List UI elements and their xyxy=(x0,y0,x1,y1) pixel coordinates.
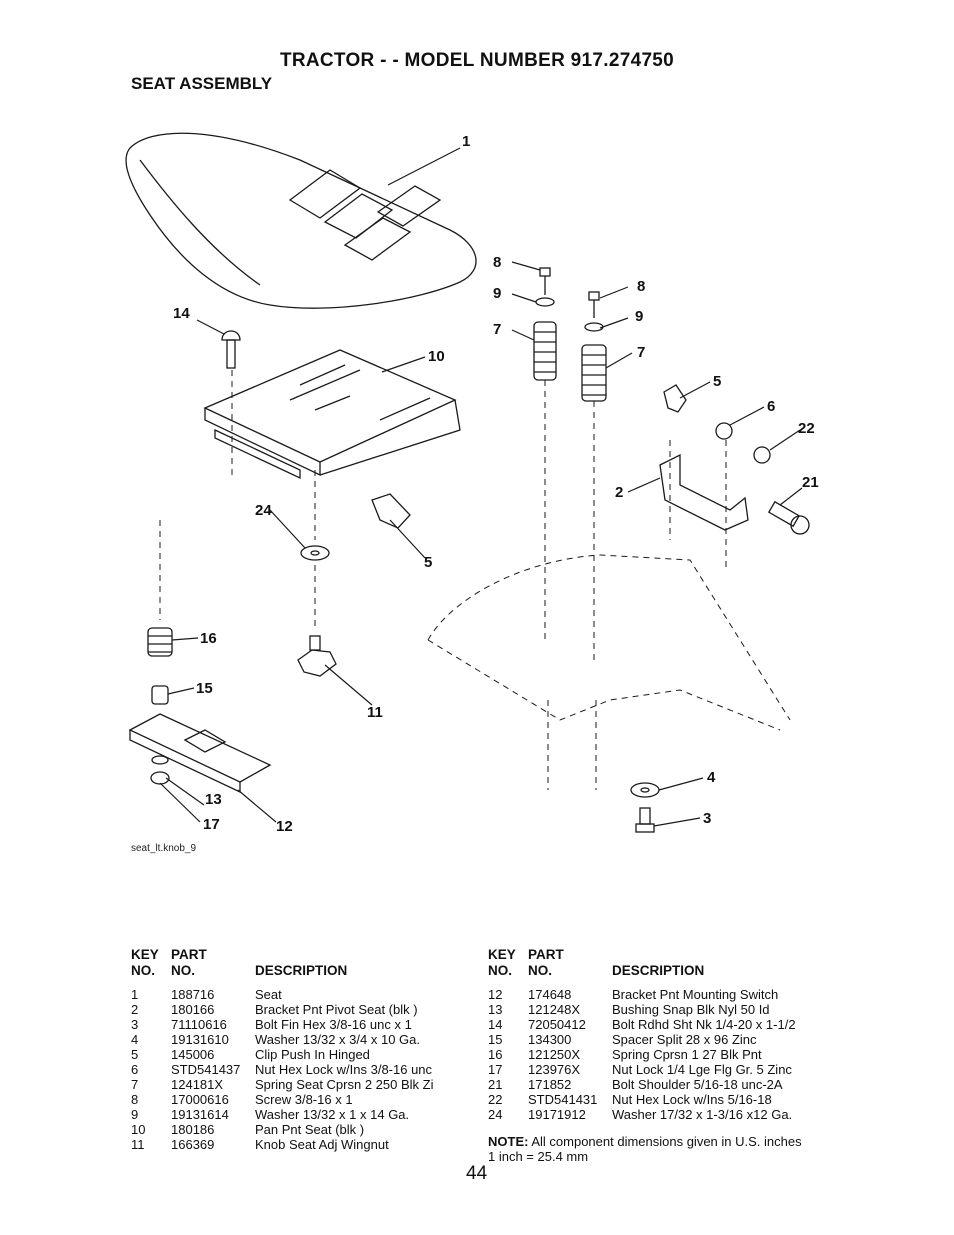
table-row xyxy=(131,1077,461,1092)
part-key-no: 11 xyxy=(131,1137,145,1152)
part-description: Nut Lock 1/4 Lge Flg Gr. 5 Zinc xyxy=(612,1062,792,1077)
table-row xyxy=(488,1017,828,1032)
washer-4 xyxy=(631,783,659,797)
callout-10: 10 xyxy=(428,348,445,365)
seat-pan-part xyxy=(205,350,460,478)
section-title: SEAT ASSEMBLY xyxy=(131,74,273,93)
table-row xyxy=(488,1077,828,1092)
part-description: Nut Hex Lock w/Ins 5/16-18 xyxy=(612,1092,772,1107)
callout-17: 17 xyxy=(203,816,220,833)
header-key-bottom: NO. xyxy=(488,963,513,978)
part-number: 17000616 xyxy=(171,1092,229,1107)
part-key-no: 16 xyxy=(488,1047,503,1062)
callout-13: 13 xyxy=(205,791,222,808)
callout-7-right: 7 xyxy=(637,344,646,361)
part-description: Washer 13/32 x 1 x 14 Ga. xyxy=(255,1107,410,1122)
table-row xyxy=(488,1047,828,1062)
callout-15: 15 xyxy=(196,680,213,697)
part-key-no: 7 xyxy=(131,1077,139,1092)
callout-2: 2 xyxy=(615,484,624,501)
callout-7: 7 xyxy=(493,321,502,338)
part-key-no: 9 xyxy=(131,1107,139,1122)
part-key-no: 22 xyxy=(488,1092,503,1107)
bolt-3 xyxy=(636,808,654,832)
spring-stack-right xyxy=(582,292,606,401)
part-key-no: 14 xyxy=(488,1017,503,1032)
table-row xyxy=(131,1107,461,1122)
table-row xyxy=(488,1107,828,1122)
parts-table-right xyxy=(488,947,828,1122)
callout-3: 3 xyxy=(703,810,712,827)
page-number: 44 xyxy=(466,1163,488,1184)
part-description: Bolt Fin Hex 3/8-16 unc x 1 xyxy=(255,1017,412,1032)
table-row xyxy=(488,987,828,1002)
table-row xyxy=(131,1047,461,1062)
callout-1: 1 xyxy=(462,133,471,150)
seat-part xyxy=(126,133,476,308)
part-number: 124181X xyxy=(171,1077,224,1092)
header-key-bottom: NO. xyxy=(131,963,156,978)
part-number: 188716 xyxy=(171,987,215,1002)
part-key-no: 21 xyxy=(488,1077,503,1092)
table-row xyxy=(131,1017,461,1032)
part-description: Clip Push In Hinged xyxy=(255,1047,370,1062)
table-row xyxy=(131,1062,461,1077)
callout-21: 21 xyxy=(802,474,819,491)
parts-table-left xyxy=(131,947,461,1152)
callout-5: 5 xyxy=(713,373,722,390)
callout-6: 6 xyxy=(767,398,776,415)
header-description: DESCRIPTION xyxy=(255,963,348,978)
spacer-15 xyxy=(152,686,168,704)
nut-6 xyxy=(716,423,732,439)
table-row xyxy=(488,1062,828,1077)
part-key-no: 1 xyxy=(131,987,139,1002)
part-number: 121250X xyxy=(528,1047,581,1062)
part-number: 71110616 xyxy=(171,1017,227,1032)
part-description: Spacer Split 28 x 96 Zinc xyxy=(612,1032,757,1047)
table-row xyxy=(131,1032,461,1047)
header-part-top: PART xyxy=(528,947,564,962)
part-description: Knob Seat Adj Wingnut xyxy=(255,1137,389,1152)
part-description: Pan Pnt Seat (blk ) xyxy=(255,1122,365,1137)
callout-22: 22 xyxy=(798,420,815,437)
part-key-no: 3 xyxy=(131,1017,139,1032)
part-description: Bolt Shoulder 5/16-18 unc-2A xyxy=(612,1077,783,1092)
header-description: DESCRIPTION xyxy=(612,963,705,978)
nut-22 xyxy=(754,447,770,463)
part-key-no: 15 xyxy=(488,1032,503,1047)
header-key-top: KEY xyxy=(131,947,159,962)
part-number: 72050412 xyxy=(528,1017,586,1032)
table-row xyxy=(131,1122,461,1137)
part-number: STD541437 xyxy=(171,1062,241,1077)
callout-11: 11 xyxy=(367,704,383,721)
callout-5-lower: 5 xyxy=(424,554,433,571)
part-description: Washer 13/32 x 3/4 x 10 Ga. xyxy=(255,1032,420,1047)
page-title: TRACTOR - - MODEL NUMBER 917.274750 xyxy=(279,50,675,71)
part-description: Bushing Snap Blk Nyl 50 Id xyxy=(612,1002,770,1017)
part-number: 145006 xyxy=(171,1047,215,1062)
part-description: Nut Hex Lock w/Ins 3/8-16 unc xyxy=(255,1062,433,1077)
note-line2: 1 inch = 25.4 mm xyxy=(488,1149,589,1164)
part-key-no: 4 xyxy=(131,1032,139,1047)
nut-13-17 xyxy=(151,756,169,784)
part-description: Spring Cprsn 1 27 Blk Pnt xyxy=(612,1047,762,1062)
part-number: STD541431 xyxy=(528,1092,598,1107)
part-key-no: 6 xyxy=(131,1062,139,1077)
part-key-no: 8 xyxy=(131,1092,139,1107)
part-number: 180186 xyxy=(171,1122,215,1137)
part-description: Bolt Rdhd Sht Nk 1/4-20 x 1-1/2 xyxy=(612,1017,796,1032)
part-number: 19131610 xyxy=(171,1032,229,1047)
part-number: 19171912 xyxy=(528,1107,586,1122)
table-row xyxy=(488,1092,828,1107)
washer-24 xyxy=(301,546,329,560)
header-part-bottom: NO. xyxy=(528,963,553,978)
part-number: 166369 xyxy=(171,1137,215,1152)
part-number: 174648 xyxy=(528,987,572,1002)
part-number: 19131614 xyxy=(171,1107,229,1122)
callout-8: 8 xyxy=(493,254,502,271)
part-key-no: 24 xyxy=(488,1107,503,1122)
diagram-caption: seat_lt.knob_9 xyxy=(131,843,197,854)
header-key-top: KEY xyxy=(488,947,516,962)
table-row xyxy=(131,987,461,1002)
spring-16 xyxy=(148,628,172,656)
header-part-bottom: NO. xyxy=(171,963,196,978)
part-key-no: 12 xyxy=(488,987,503,1002)
callout-4: 4 xyxy=(707,769,716,786)
bracket-2 xyxy=(660,455,748,530)
dimension-note xyxy=(488,1134,802,1164)
part-key-no: 10 xyxy=(131,1122,146,1137)
table-row xyxy=(131,1137,461,1152)
callout-16: 16 xyxy=(200,630,217,647)
callout-12: 12 xyxy=(276,818,293,835)
part-description: Bracket Pnt Mounting Switch xyxy=(612,987,779,1002)
part-key-no: 17 xyxy=(488,1062,503,1077)
bolt-21 xyxy=(769,502,809,534)
bolt-14 xyxy=(222,331,240,368)
part-description: Washer 17/32 x 1-3/16 x12 Ga. xyxy=(612,1107,793,1122)
callout-9: 9 xyxy=(493,285,502,302)
clip-5-lower xyxy=(372,494,410,528)
part-key-no: 2 xyxy=(131,1002,139,1017)
part-description: Spring Seat Cprsn 2 250 Blk Zi xyxy=(255,1077,434,1092)
part-number: 134300 xyxy=(528,1032,572,1047)
callout-9-right: 9 xyxy=(635,308,644,325)
part-key-no: 5 xyxy=(131,1047,139,1062)
callout-24: 24 xyxy=(255,502,272,519)
part-number: 171852 xyxy=(528,1077,572,1092)
part-description: Bracket Pnt Pivot Seat (blk ) xyxy=(255,1002,418,1017)
table-row xyxy=(131,1002,461,1017)
part-description: Screw 3/8-16 x 1 xyxy=(255,1092,353,1107)
note-label: NOTE: xyxy=(488,1134,529,1149)
table-row xyxy=(488,1002,828,1017)
part-number: 123976X xyxy=(528,1062,581,1077)
clip-5-top xyxy=(664,385,686,412)
table-row xyxy=(488,1032,828,1047)
callout-8-right: 8 xyxy=(637,278,646,295)
part-description: Seat xyxy=(255,987,282,1002)
note-text: All component dimensions given in U.S. inches xyxy=(528,1134,802,1149)
part-number: 121248X xyxy=(528,1002,581,1017)
part-key-no: 13 xyxy=(488,1002,503,1017)
table-row xyxy=(131,1092,461,1107)
header-part-top: PART xyxy=(171,947,207,962)
spring-stack-left xyxy=(534,268,556,380)
part-number: 180166 xyxy=(171,1002,215,1017)
callout-14: 14 xyxy=(173,305,190,322)
